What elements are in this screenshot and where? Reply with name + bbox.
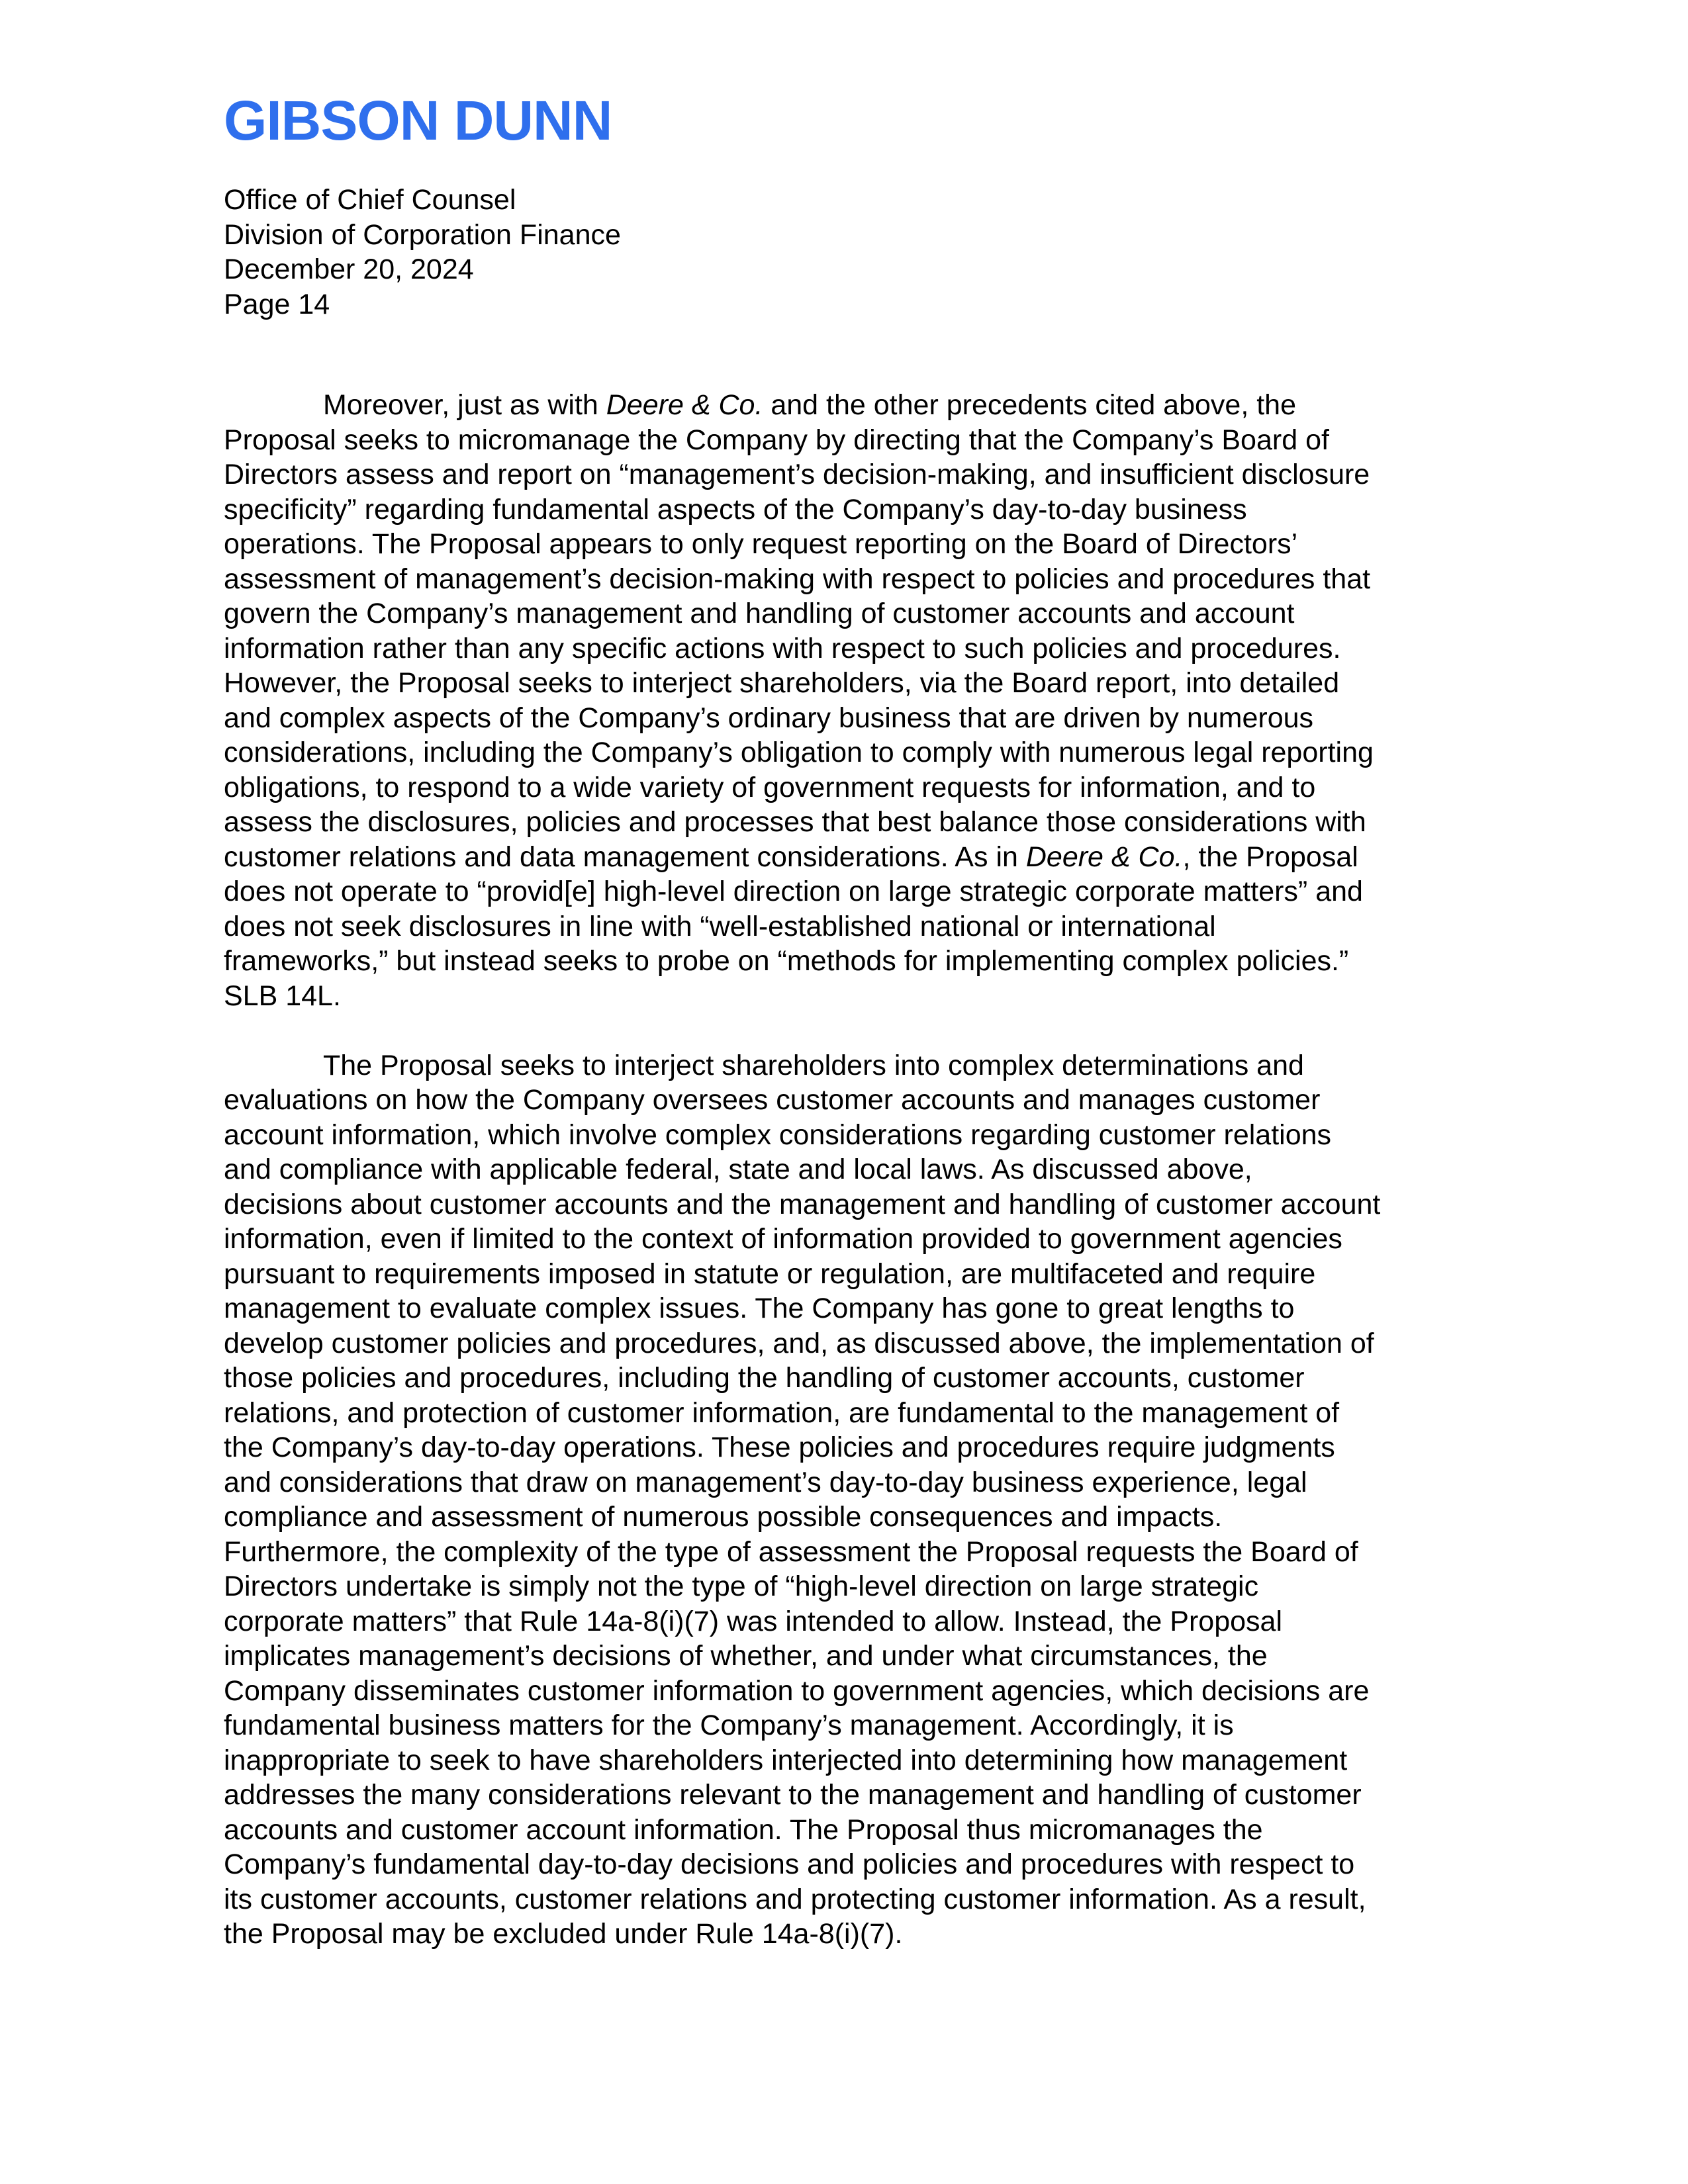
recipient-office: Office of Chief Counsel bbox=[224, 184, 516, 216]
paragraph-line: those policies and procedures, including the handling of customer accounts, customer bbox=[224, 1362, 1305, 1394]
paragraph-spacer bbox=[224, 1013, 1481, 1048]
paragraph-line: Moreover, just as with Deere & Co. and the other precedents cited above, the bbox=[323, 389, 1297, 421]
letter-date: December 20, 2024 bbox=[224, 253, 474, 285]
paragraph-line: does not seek disclosures in line with “well-established national or international bbox=[224, 910, 1216, 942]
paragraph-line: compliance and assessment of numerous possible consequences and impacts. bbox=[224, 1501, 1223, 1533]
paragraph-line: specificity” regarding fundamental aspects of the Company’s day-to-day business bbox=[224, 493, 1247, 525]
case-citation: Deere & Co. bbox=[1025, 841, 1183, 873]
paragraph-line: Directors undertake is simply not the type of “high-level direction on large strategic bbox=[224, 1570, 1259, 1602]
recipient-division: Division of Corporation Finance bbox=[224, 218, 621, 251]
paragraph-2 bbox=[224, 1048, 1481, 1952]
paragraph-line: and complex aspects of the Company’s ordinary business that are driven by numerous bbox=[224, 702, 1314, 734]
paragraph-line: govern the Company’s management and handling of customer accounts and account bbox=[224, 598, 1295, 629]
paragraph-line: considerations, including the Company’s obligation to comply with numerous legal reporting bbox=[224, 737, 1374, 768]
paragraph-line: frameworks,” but instead seeks to probe on “methods for implementing complex policies.” bbox=[224, 945, 1349, 977]
paragraph-line: Furthermore, the complexity of the type of assessment the Proposal requests the Board of bbox=[224, 1535, 1358, 1568]
paragraph-line: implicates management’s decisions of whether, and under what circumstances, the bbox=[224, 1640, 1268, 1672]
paragraph-line: assessment of management’s decision-making with respect to policies and procedures that bbox=[224, 563, 1371, 595]
paragraph-line: management to evaluate complex issues. The Company has gone to great lengths to bbox=[224, 1293, 1295, 1324]
paragraph-line: The Proposal seeks to interject shareholders into complex determinations and bbox=[323, 1049, 1304, 1081]
paragraph-line: Directors assess and report on “management’s decision-making, and insufficient disclosure bbox=[224, 459, 1370, 490]
paragraph-line: Proposal seeks to micromanage the Company by directing that the Company’s Board of bbox=[224, 424, 1329, 456]
paragraph-line: fundamental business matters for the Company’s management. Accordingly, it is bbox=[224, 1709, 1234, 1741]
paragraph-line: Company’s fundamental day-to-day decisions and policies and procedures with respect to bbox=[224, 1848, 1355, 1880]
letter-header bbox=[224, 183, 621, 322]
paragraph-line: develop customer policies and procedures, and, as discussed above, the implementation of bbox=[224, 1327, 1374, 1359]
letter-body bbox=[224, 388, 1481, 1952]
paragraph-line: However, the Proposal seeks to interject shareholders, via the Board report, into detailed bbox=[224, 667, 1340, 699]
paragraph-line: evaluations on how the Company oversees customer accounts and manages customer bbox=[224, 1084, 1321, 1116]
paragraph-line: pursuant to requirements imposed in statute or regulation, are multifaceted and require bbox=[224, 1257, 1316, 1290]
paragraph-line: corporate matters” that Rule 14a-8(i)(7) was intended to allow. Instead, the Proposal bbox=[224, 1605, 1282, 1637]
paragraph-line: obligations, to respond to a wide variety of government requests for information, and to bbox=[224, 771, 1316, 803]
paragraph-line: assess the disclosures, policies and processes that best balance those considerations with bbox=[224, 806, 1366, 838]
paragraph-line: and compliance with applicable federal, state and local laws. As discussed above, bbox=[224, 1154, 1252, 1185]
paragraph-line: the Proposal may be excluded under Rule 14a-8(i)(7). bbox=[224, 1918, 903, 1950]
paragraph-line: and considerations that draw on management’s day-to-day business experience, legal bbox=[224, 1466, 1307, 1498]
paragraph-line: accounts and customer account information. The Proposal thus micromanages the bbox=[224, 1813, 1263, 1846]
paragraph-line: its customer accounts, customer relations and protecting customer information. As a result, bbox=[224, 1883, 1366, 1915]
paragraph-line: addresses the many considerations relevant to the management and handling of customer bbox=[224, 1779, 1362, 1811]
page-number: Page 14 bbox=[224, 288, 330, 320]
paragraph-line: Company disseminates customer information to government agencies, which decisions are bbox=[224, 1674, 1370, 1707]
firm-logo: GIBSON DUNN bbox=[224, 89, 612, 152]
case-citation: Deere & Co. bbox=[606, 389, 763, 421]
paragraph-line: customer relations and data management considerations. As in Deere & Co., the Proposal bbox=[224, 841, 1358, 873]
paragraph-line: information, even if limited to the context of information provided to government agencies bbox=[224, 1223, 1342, 1255]
paragraph-line: does not operate to “provid[e] high-level direction on large strategic corporate matters” and bbox=[224, 876, 1363, 907]
paragraph-line: account information, which involve complex considerations regarding customer relations bbox=[224, 1118, 1332, 1151]
paragraph-1 bbox=[224, 388, 1481, 1013]
paragraph-line: operations. The Proposal appears to only request reporting on the Board of Directors’ bbox=[224, 528, 1298, 560]
paragraph-line: relations, and protection of customer information, are fundamental to the management of bbox=[224, 1396, 1340, 1429]
paragraph-line: inappropriate to seek to have shareholders interjected into determining how management bbox=[224, 1744, 1348, 1776]
paragraph-line: the Company’s day-to-day operations. These policies and procedures require judgments bbox=[224, 1432, 1335, 1463]
paragraph-line: decisions about customer accounts and the management and handling of customer account bbox=[224, 1188, 1381, 1220]
paragraph-line: information rather than any specific actions with respect to such policies and procedures. bbox=[224, 632, 1341, 664]
paragraph-line: SLB 14L. bbox=[224, 979, 341, 1012]
